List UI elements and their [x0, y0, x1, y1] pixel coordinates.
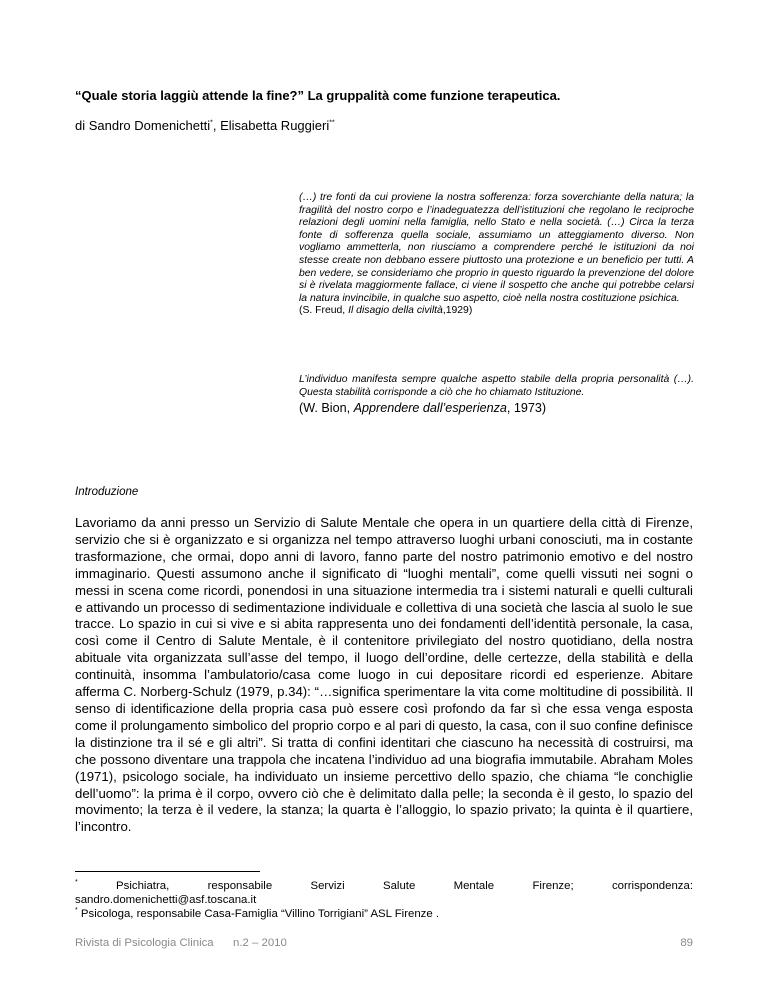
author-name-1: Sandro Domenichetti [88, 118, 211, 133]
page-number: 89 [680, 937, 693, 949]
authors-separator: , [212, 118, 221, 133]
epigraph-source-year: , 1973) [506, 401, 547, 416]
author-name-2: Elisabetta Ruggieri [220, 118, 330, 133]
epigraph-source-work: Apprendere dall’esperienza [353, 401, 507, 416]
footnotes [75, 880, 693, 921]
footnote-mark: * [75, 879, 78, 887]
epigraph-source-author: (S. Freud, [299, 305, 349, 317]
footnote-separator [75, 871, 260, 872]
epigraph-quote: L’individuo manifesta sempre qualche aspetto stabile della propria personalità (…). Questa stabilità corrisponde a ciò che ho chiamato Istituzione. [299, 374, 694, 398]
journal-name: Rivista di Psicologia Clinica [75, 937, 214, 949]
epigraph-source-author: (W. Bion, [299, 401, 354, 416]
section-heading: Introduzione [75, 486, 139, 498]
body-paragraph: Lavoriamo da anni presso un Servizio di Salute Mentale che opera in un quartiere della città di Firenze, servizio che si è organizzato e si organizza nel tempo attraverso luoghi urbani conosciuti, ma in costante trasformazione, che ormai, dopo anni di lavoro, fanno parte del nostro patrimonio emotivo e del nostro immaginario. Questi assumono anche il significato di “luoghi mentali”, come quelli vissuti nei sogni o messi in scena come ricordi, ponendosi in una situazione intermedia tra i sistemi naturali e quelli culturali e attivando un processo di sedimentazione individuale e collettiva di una società che lascia al suolo le sue tracce. Lo spazio in cui si vive e si abita rappresenta uno dei fondamenti dell’identità personale, la casa, così come il Centro di Salute Mentale, è il contenitore privilegiato del nostro quotidiano, della nostra abituale vita organizzata sull’asse del tempo, il luogo dell’ordine, delle certezze, della stabilità e della continuità, insomma l’ambulatorio/casa come luogo in cui depositare ricordi ed esperienze. Abitare afferma C. Norberg-Schulz (1979, p.34): “…significa sperimentare la vita come moltitudine di possibilità. Il senso di identificazione della propria casa può essere così profondo da far sì che essa venga esposta come il prolungamento simbolico del proprio corpo e al pari di questo, la casa, con il suo confine definisce la distinzione tra il sé e gli altri”. Si tratta di confini identitari che ciascuno ha necessità di costruirsi, ma che possono diventare una trappola che incatena l’individuo ad una biografia immutabile. Abraham Moles (1971), psicologo sociale, ha individuato un insieme percettivo dello spazio, che chiama “le conchiglie dell’uomo”: la prima è il corpo, ovvero ciò che è delimitato dalla pelle; la seconda è il gesto, lo spazio del movimento; la terza è il vedere, la stanza; la quarta è l’alloggio, lo spazio privato; la quinta è il quartiere, l’incontro. [75, 515, 693, 835]
author-2-footnote-mark: ** [329, 119, 335, 127]
page-footer [75, 937, 693, 953]
epigraph-source-work: Il disagio della civiltà [348, 305, 443, 317]
article-authors [75, 118, 695, 134]
authors-prefix: di [75, 118, 89, 133]
epigraph-freud [299, 192, 694, 318]
journal-issue: n.2 – 2010 [233, 937, 287, 949]
author-1-footnote-mark: * [210, 119, 213, 127]
footnote-1 [75, 880, 693, 894]
epigraph-source [299, 401, 694, 416]
epigraph-quote: (…) tre fonti da cui proviene la nostra sofferenza: forza soverchiante della natura; la fragilità del nostro corpo e l’inadeguatezza dell’istituzioni che regolano le reciproche relazioni degli uomini nella famiglia, nello Stato e nella società. (…) Circa la terza fonte di sofferenza quella sociale, assumiamo un atteggiamento diverso. Non vogliamo ammetterla, non riusciamo a comprendere perché le istituzioni da noi stesse create non debbano essere piuttosto una protezione e un beneficio per tutti. A ben vedere, se consideriamo che proprio in questo riguardo la prevenzione del dolore si è rivelata maggiormente fallace, ci viene il sospetto che anche qui potrebbe celarsi la natura invincibile, in qualche suo aspetto, cioè nella nostra costituzione psichica. [299, 192, 694, 304]
footnote-text: Psichiatra, responsabile Servizi Salute Mentale Firenze; corrispondenza: [77, 880, 693, 892]
article-title: “Quale storia laggiù attende la fine?” La gruppalità come funzione terapeutica. [75, 88, 561, 103]
epigraph-bion [299, 374, 694, 416]
footnote-mark: * [75, 906, 78, 914]
footnote-1-email: sandro.domenichetti@asf.toscana.it [75, 893, 257, 906]
footnote-2 [75, 908, 693, 922]
epigraph-source [299, 305, 694, 318]
epigraph-source-year: ,1929) [442, 305, 473, 317]
footnote-text: Psicologa, responsabile Casa-Famiglia “Villino Torrigiani” ASL Firenze . [77, 907, 440, 920]
